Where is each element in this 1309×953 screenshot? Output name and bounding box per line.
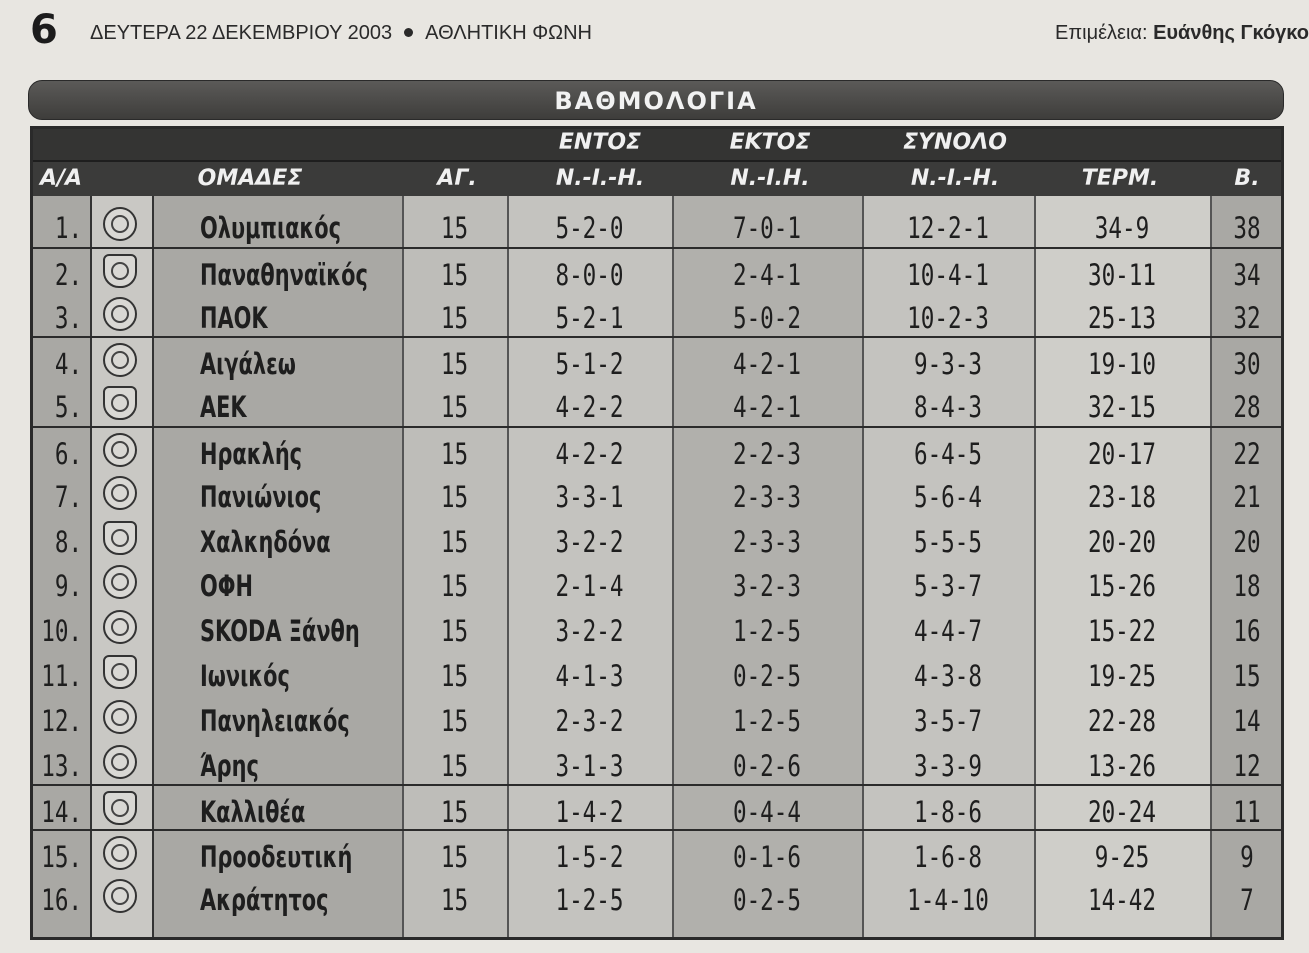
cell-pos: 11. <box>41 659 83 693</box>
cell-home: 4-2-2 <box>555 390 624 425</box>
cell-goals: 15-22 <box>1087 614 1157 649</box>
cell-played: 15 <box>440 300 469 335</box>
group-header-home: ΕΝΤΟΣ <box>558 130 642 155</box>
editor-credit <box>1055 22 1309 45</box>
crest-emblem-icon <box>111 351 129 369</box>
cell-home: 3-2-2 <box>555 524 624 559</box>
cell-goals: 23-18 <box>1087 479 1157 514</box>
cell-total: 12-2-1 <box>907 211 989 245</box>
cell-total: 5-3-7 <box>913 569 983 604</box>
team-crest-icon <box>103 791 137 825</box>
cell-team: Καλλιθέα <box>200 795 306 830</box>
column-header-home: Ν.-Ι.-Η. <box>555 166 645 191</box>
cell-home: 4-1-3 <box>555 659 624 693</box>
cell-total: 5-6-4 <box>913 479 983 514</box>
cell-pos: 14. <box>41 795 83 830</box>
cell-goals: 13-26 <box>1087 748 1157 783</box>
standings-table <box>30 126 1284 940</box>
crest-emblem-icon <box>111 529 129 547</box>
cell-goals: 15-26 <box>1087 569 1157 604</box>
cell-team: ΠΑΟΚ <box>200 300 268 335</box>
table-row <box>30 516 1284 561</box>
cell-pos: 5. <box>54 390 83 425</box>
crest-emblem-icon <box>111 484 129 502</box>
table-row <box>30 247 1284 292</box>
cell-pos: 16. <box>41 883 83 917</box>
cell-goals: 34-9 <box>1094 211 1150 245</box>
column-header-points: Β. <box>1234 166 1260 191</box>
column-header-total: Ν.-Ι.-Η. <box>910 166 1000 191</box>
cell-total: 8-4-3 <box>913 390 983 425</box>
cell-goals: 9-25 <box>1094 840 1150 875</box>
group-header-away: ΕΚΤΟΣ <box>729 130 811 155</box>
cell-pos: 10. <box>41 614 83 649</box>
page-header <box>0 0 1309 60</box>
cell-total: 4-4-7 <box>913 614 983 649</box>
cell-points: 38 <box>1233 211 1261 245</box>
team-crest-icon <box>103 433 137 467</box>
table-row <box>30 336 1284 381</box>
cell-played: 15 <box>440 748 469 783</box>
table-row <box>30 202 1284 247</box>
cell-away: 2-2-3 <box>732 437 802 471</box>
cell-played: 15 <box>440 840 469 875</box>
publication-name: ΑΘΛΗΤΙΚΗ ΦΩΝΗ <box>425 22 592 44</box>
team-crest-icon <box>103 521 137 555</box>
table-title: ΒΑΘΜΟΛΟΓΙΑ <box>554 87 758 115</box>
cell-pos: 1. <box>54 211 83 245</box>
cell-points: 11 <box>1233 795 1261 830</box>
cell-goals: 20-24 <box>1087 795 1157 830</box>
crest-emblem-icon <box>111 844 129 862</box>
cell-team: Ιωνικός <box>200 659 290 693</box>
table-row <box>30 381 1284 426</box>
cell-total: 10-2-3 <box>907 300 989 335</box>
team-crest-icon <box>103 207 137 241</box>
page-number: 6 <box>30 7 58 53</box>
cell-team: Πανιώνιος <box>200 479 322 514</box>
crest-emblem-icon <box>111 441 129 459</box>
cell-points: 12 <box>1233 748 1261 783</box>
cell-points: 22 <box>1233 437 1261 471</box>
team-crest-icon <box>103 836 137 870</box>
crest-emblem-icon <box>111 753 129 771</box>
table-body <box>30 196 1284 938</box>
cell-pos: 15. <box>41 840 83 875</box>
cell-goals: 14-42 <box>1087 883 1157 917</box>
team-crest-icon <box>103 745 137 779</box>
cell-points: 14 <box>1233 703 1261 738</box>
cell-team: Ηρακλής <box>200 437 303 471</box>
column-header-goals: ΤΕΡΜ. <box>1081 166 1159 191</box>
cell-pos: 13. <box>41 748 83 783</box>
dateline <box>90 22 592 45</box>
cell-points: 34 <box>1233 257 1261 292</box>
cell-total: 1-4-10 <box>907 883 989 917</box>
cell-total: 1-6-8 <box>913 840 983 875</box>
cell-home: 8-0-0 <box>555 257 624 292</box>
team-crest-icon <box>103 343 137 377</box>
table-row <box>30 740 1284 785</box>
table-row <box>30 426 1284 471</box>
cell-pos: 3. <box>54 300 83 335</box>
cell-played: 15 <box>440 437 469 471</box>
cell-played: 15 <box>440 479 469 514</box>
cell-team: Άρης <box>200 748 259 783</box>
cell-points: 16 <box>1233 614 1261 649</box>
cell-away: 0-1-6 <box>732 840 802 875</box>
cell-team: Ολυμπιακός <box>200 211 341 245</box>
cell-played: 15 <box>440 211 469 245</box>
cell-team: Ακράτητος <box>200 883 329 917</box>
cell-goals: 32-15 <box>1087 390 1157 425</box>
column-header-row <box>30 160 1284 196</box>
crest-emblem-icon <box>111 708 129 726</box>
team-crest-icon <box>103 476 137 510</box>
cell-home: 3-2-2 <box>555 614 624 649</box>
cell-away: 2-3-3 <box>732 524 802 559</box>
cell-points: 21 <box>1233 479 1261 514</box>
table-title-banner <box>28 80 1284 120</box>
crest-emblem-icon <box>111 887 129 905</box>
table-row <box>30 560 1284 605</box>
cell-home: 4-2-2 <box>555 437 624 471</box>
table-row <box>30 471 1284 516</box>
cell-team: ΑΕΚ <box>200 390 247 425</box>
group-header-row <box>30 126 1284 160</box>
table-row <box>30 695 1284 740</box>
crest-emblem-icon <box>111 305 129 323</box>
cell-goals: 25-13 <box>1087 300 1157 335</box>
cell-played: 15 <box>440 883 469 917</box>
cell-total: 1-8-6 <box>913 795 983 830</box>
cell-pos: 4. <box>54 347 83 382</box>
table-row <box>30 650 1284 695</box>
crest-emblem-icon <box>111 262 129 280</box>
column-header-away: Ν.-Ι.Η. <box>730 166 810 191</box>
cell-away: 7-0-1 <box>732 211 802 245</box>
cell-away: 3-2-3 <box>732 569 802 604</box>
crest-emblem-icon <box>111 394 129 412</box>
cell-home: 1-4-2 <box>555 795 624 830</box>
cell-goals: 20-20 <box>1087 524 1157 559</box>
cell-total: 10-4-1 <box>907 257 989 292</box>
editor-label: Επιμέλεια: <box>1055 22 1148 44</box>
team-crest-icon <box>103 655 137 689</box>
crest-emblem-icon <box>111 663 129 681</box>
cell-goals: 22-28 <box>1087 703 1157 738</box>
cell-team: Πανηλειακός <box>200 703 350 738</box>
cell-total: 4-3-8 <box>913 659 983 693</box>
table-row <box>30 605 1284 650</box>
cell-pos: 6. <box>54 437 83 471</box>
cell-pos: 8. <box>54 524 83 559</box>
cell-home: 2-3-2 <box>555 703 624 738</box>
group-header-total: ΣΥΝΟΛΟ <box>903 130 1007 155</box>
table-row <box>30 874 1284 919</box>
cell-team: Προοδευτική <box>200 840 353 875</box>
table-row <box>30 784 1284 829</box>
cell-total: 5-5-5 <box>913 524 983 559</box>
crest-emblem-icon <box>111 573 129 591</box>
cell-goals: 19-10 <box>1087 347 1157 382</box>
table-row <box>30 292 1284 337</box>
cell-away: 5-0-2 <box>732 300 802 335</box>
cell-home: 5-2-1 <box>555 300 624 335</box>
crest-emblem-icon <box>111 215 129 233</box>
cell-pos: 2. <box>54 257 83 292</box>
column-header-team: ΟΜΑΔΕΣ <box>197 166 303 191</box>
cell-played: 15 <box>440 795 469 830</box>
cell-away: 0-4-4 <box>732 795 802 830</box>
cell-played: 15 <box>440 390 469 425</box>
cell-goals: 19-25 <box>1087 659 1157 693</box>
editor-name: Ευάνθης Γκόγκο <box>1153 22 1309 44</box>
cell-points: 32 <box>1233 300 1261 335</box>
cell-team: SKODA Ξάνθη <box>200 614 360 649</box>
cell-pos: 7. <box>54 479 83 514</box>
cell-played: 15 <box>440 569 469 604</box>
cell-away: 0-2-6 <box>732 748 802 783</box>
column-header-played: ΑΓ. <box>437 166 477 191</box>
cell-team: Παναθηναϊκός <box>200 257 368 292</box>
cell-home: 1-5-2 <box>555 840 624 875</box>
cell-total: 3-3-9 <box>913 748 983 783</box>
cell-pos: 12. <box>41 703 83 738</box>
team-crest-icon <box>103 879 137 913</box>
team-crest-icon <box>103 297 137 331</box>
cell-home: 5-2-0 <box>555 211 624 245</box>
cell-points: 28 <box>1233 390 1261 425</box>
team-crest-icon <box>103 700 137 734</box>
team-crest-icon <box>103 254 137 288</box>
cell-played: 15 <box>440 257 469 292</box>
cell-home: 5-1-2 <box>555 347 624 382</box>
cell-away: 0-2-5 <box>732 883 802 917</box>
bullet-icon <box>404 28 413 37</box>
cell-pos: 9. <box>54 569 83 604</box>
cell-away: 0-2-5 <box>732 659 802 693</box>
cell-points: 15 <box>1233 659 1261 693</box>
crest-emblem-icon <box>111 618 129 636</box>
cell-away: 2-3-3 <box>732 479 802 514</box>
cell-team: Χαλκηδόνα <box>200 524 331 559</box>
cell-total: 3-5-7 <box>913 703 983 738</box>
cell-played: 15 <box>440 703 469 738</box>
cell-played: 15 <box>440 614 469 649</box>
cell-away: 1-2-5 <box>732 614 802 649</box>
cell-goals: 20-17 <box>1087 437 1157 471</box>
cell-team: Αιγάλεω <box>200 347 296 382</box>
issue-date: ΔΕΥΤΕΡΑ 22 ΔΕΚΕΜΒΡΙΟΥ 2003 <box>90 22 393 44</box>
cell-home: 1-2-5 <box>555 883 624 917</box>
cell-points: 30 <box>1233 347 1261 382</box>
cell-points: 7 <box>1240 883 1254 917</box>
cell-home: 3-1-3 <box>555 748 624 783</box>
cell-total: 6-4-5 <box>913 437 983 471</box>
cell-played: 15 <box>440 524 469 559</box>
cell-away: 1-2-5 <box>732 703 802 738</box>
cell-home: 2-1-4 <box>555 569 624 604</box>
cell-points: 20 <box>1233 524 1261 559</box>
cell-points: 18 <box>1233 569 1261 604</box>
column-header-pos: Α/Α <box>39 166 83 191</box>
team-crest-icon <box>103 386 137 420</box>
cell-team: ΟΦΗ <box>200 569 253 604</box>
cell-played: 15 <box>440 347 469 382</box>
table-row <box>30 829 1284 874</box>
team-crest-icon <box>103 565 137 599</box>
team-crest-icon <box>103 610 137 644</box>
cell-away: 4-2-1 <box>732 390 802 425</box>
cell-points: 9 <box>1240 840 1254 875</box>
cell-total: 9-3-3 <box>913 347 983 382</box>
cell-away: 4-2-1 <box>732 347 802 382</box>
crest-emblem-icon <box>111 799 129 817</box>
cell-played: 15 <box>440 659 469 693</box>
cell-goals: 30-11 <box>1087 257 1157 292</box>
cell-home: 3-3-1 <box>555 479 624 514</box>
cell-away: 2-4-1 <box>732 257 802 292</box>
